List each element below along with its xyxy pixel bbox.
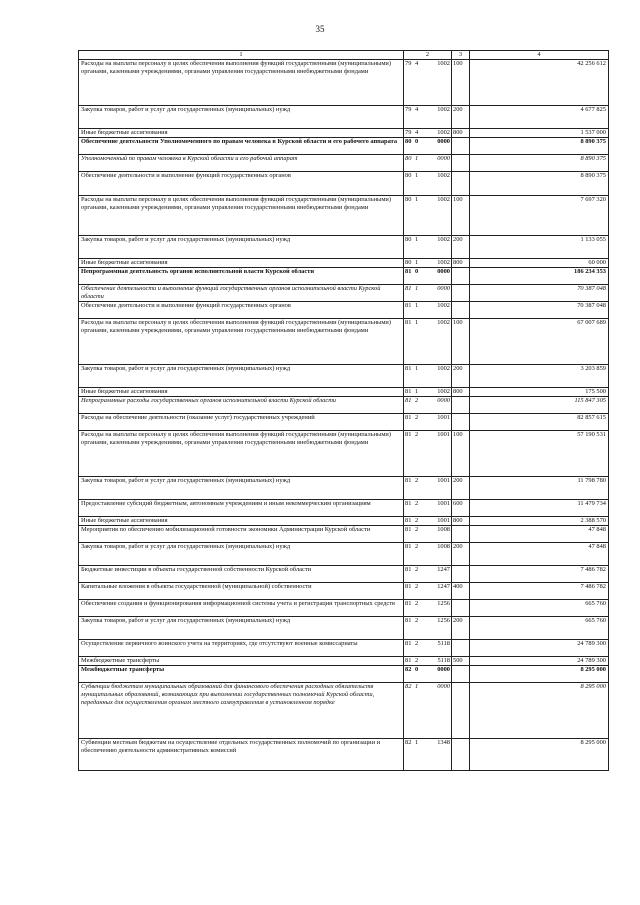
row-code-subprogram: 2 — [414, 500, 422, 517]
row-amount: 7 486 782 — [470, 566, 609, 583]
row-code-subprogram: 1 — [414, 172, 422, 196]
row-expense-type: 200 — [452, 365, 470, 388]
row-code-direction: 0000 — [422, 666, 452, 683]
row-code-subprogram: 2 — [414, 640, 422, 657]
table-row — [79, 60, 609, 106]
row-code-program: 81 — [404, 657, 414, 666]
row-code-program: 81 — [404, 414, 414, 431]
row-code-subprogram: 1 — [414, 319, 422, 365]
row-name: Непрограммные расходы государственных органов исполнительной власти Курской области — [79, 397, 404, 414]
row-code-program: 79 — [404, 60, 414, 106]
row-code-program: 81 — [404, 285, 414, 302]
row-code-direction: 1002 — [422, 388, 452, 397]
row-code-direction: 5118 — [422, 640, 452, 657]
table-row — [79, 583, 609, 600]
row-expense-type — [452, 640, 470, 657]
row-amount: 70 387 048 — [470, 285, 609, 302]
table-row — [79, 285, 609, 302]
row-expense-type — [452, 739, 470, 771]
header-col-2: 2 — [404, 51, 452, 60]
row-expense-type — [452, 526, 470, 543]
table-row — [79, 666, 609, 683]
row-expense-type: 500 — [452, 657, 470, 666]
table-row — [79, 365, 609, 388]
row-amount: 8 295 000 — [470, 683, 609, 739]
row-code-program: 81 — [404, 477, 414, 500]
row-expense-type — [452, 666, 470, 683]
row-amount: 47 848 — [470, 543, 609, 566]
row-code-subprogram: 2 — [414, 477, 422, 500]
row-expense-type: 800 — [452, 388, 470, 397]
row-code-program: 81 — [404, 543, 414, 566]
table-row — [79, 600, 609, 617]
row-code-direction: 1348 — [422, 739, 452, 771]
row-amount: 7 697 320 — [470, 196, 609, 236]
row-name: Непрограммная деятельность органов исполнительной власти Курской области — [79, 268, 404, 285]
table-row — [79, 259, 609, 268]
row-amount: 3 203 859 — [470, 365, 609, 388]
row-code-program: 79 — [404, 106, 414, 129]
row-amount: 47 848 — [470, 526, 609, 543]
row-expense-type: 200 — [452, 617, 470, 640]
row-code-direction: 5118 — [422, 657, 452, 666]
row-code-direction: 1247 — [422, 583, 452, 600]
row-code-program: 81 — [404, 617, 414, 640]
row-code-subprogram: 2 — [414, 517, 422, 526]
row-name: Обеспечение деятельности и выполнение функций государственных органов — [79, 302, 404, 319]
table-row — [79, 268, 609, 285]
row-code-subprogram: 1 — [414, 236, 422, 259]
row-code-program: 80 — [404, 259, 414, 268]
row-code-direction: 1256 — [422, 617, 452, 640]
row-code-program: 81 — [404, 600, 414, 617]
row-expense-type: 200 — [452, 236, 470, 259]
table-row — [79, 543, 609, 566]
row-expense-type — [452, 172, 470, 196]
table-row — [79, 431, 609, 477]
row-code-subprogram: 2 — [414, 600, 422, 617]
table-row — [79, 155, 609, 172]
row-code-subprogram: 2 — [414, 397, 422, 414]
table-row — [79, 500, 609, 517]
row-amount: 11 479 734 — [470, 500, 609, 517]
row-amount: 1 133 055 — [470, 236, 609, 259]
table-row — [79, 106, 609, 129]
row-code-program: 81 — [404, 526, 414, 543]
row-name: Осуществление первичного воинского учета на территориях, где отсутствуют военные комиссариаты — [79, 640, 404, 657]
row-code-subprogram: 2 — [414, 414, 422, 431]
row-amount: 2 388 570 — [470, 517, 609, 526]
row-expense-type: 100 — [452, 60, 470, 106]
row-expense-type: 800 — [452, 259, 470, 268]
row-code-program: 81 — [404, 319, 414, 365]
row-code-program: 81 — [404, 566, 414, 583]
row-code-direction: 0000 — [422, 683, 452, 739]
header-col-3: 3 — [452, 51, 470, 60]
row-name: Расходы на выплаты персоналу в целях обеспечения выполнения функций государственными (муниципальными) органами, казенными учреждениями, органами управления государственными внебюджетными фондами — [79, 319, 404, 365]
row-amount: 42 256 612 — [470, 60, 609, 106]
row-code-subprogram: 1 — [414, 302, 422, 319]
row-name: Расходы на выплаты персоналу в целях обеспечения выполнения функций государственными (муниципальными) органами, казенными учреждениями, органами управления государственными внебюджетными фондами — [79, 60, 404, 106]
row-code-subprogram: 1 — [414, 285, 422, 302]
table-body — [79, 60, 609, 771]
row-code-subprogram: 0 — [414, 666, 422, 683]
table-row — [79, 236, 609, 259]
table-row — [79, 397, 609, 414]
row-name: Закупка товаров, работ и услуг для государственных (муниципальных) нужд — [79, 543, 404, 566]
row-code-program: 80 — [404, 196, 414, 236]
row-code-subprogram: 1 — [414, 739, 422, 771]
row-expense-type: 200 — [452, 106, 470, 129]
row-code-direction: 1002 — [422, 259, 452, 268]
budget-table — [78, 50, 609, 771]
row-code-subprogram: 1 — [414, 259, 422, 268]
row-code-program: 79 — [404, 129, 414, 138]
row-amount: 8 295 000 — [470, 666, 609, 683]
row-code-program: 81 — [404, 583, 414, 600]
row-code-subprogram: 2 — [414, 583, 422, 600]
row-code-subprogram: 2 — [414, 526, 422, 543]
row-name: Закупка товаров, работ и услуг для государственных (муниципальных) нужд — [79, 477, 404, 500]
row-code-program: 81 — [404, 431, 414, 477]
table-header-row — [79, 51, 609, 60]
row-name: Капитальные вложения в объекты государственной (муниципальной) собственности — [79, 583, 404, 600]
row-code-direction: 1001 — [422, 517, 452, 526]
row-expense-type — [452, 397, 470, 414]
row-amount: 175 500 — [470, 388, 609, 397]
row-code-subprogram: 2 — [414, 431, 422, 477]
row-amount: 1 537 000 — [470, 129, 609, 138]
row-amount: 60 000 — [470, 259, 609, 268]
row-name: Бюджетные инвестиции в объекты государственной собственности Курской области — [79, 566, 404, 583]
table-row — [79, 319, 609, 365]
row-expense-type: 200 — [452, 477, 470, 500]
table-row — [79, 196, 609, 236]
header-col-4: 4 — [470, 51, 609, 60]
row-name: Межбюджетные трансферты — [79, 657, 404, 666]
row-name: Закупка товаров, работ и услуг для государственных (муниципальных) нужд — [79, 236, 404, 259]
row-code-direction: 1256 — [422, 600, 452, 617]
row-expense-type — [452, 600, 470, 617]
header-col-1: 1 — [79, 51, 404, 60]
row-code-program: 81 — [404, 388, 414, 397]
row-name: Уполномоченный по правам человека в Курской области и его рабочий аппарат — [79, 155, 404, 172]
table-row — [79, 517, 609, 526]
table-row — [79, 657, 609, 666]
row-code-direction: 0000 — [422, 138, 452, 155]
row-expense-type: 100 — [452, 431, 470, 477]
row-code-direction: 1002 — [422, 302, 452, 319]
row-name: Межбюджетные трансферты — [79, 666, 404, 683]
table-row — [79, 683, 609, 739]
row-amount: 67 007 689 — [470, 319, 609, 365]
row-code-program: 81 — [404, 500, 414, 517]
row-code-subprogram: 1 — [414, 155, 422, 172]
row-code-program: 80 — [404, 138, 414, 155]
row-amount: 8 890 375 — [470, 172, 609, 196]
row-expense-type — [452, 155, 470, 172]
table-row — [79, 640, 609, 657]
row-code-subprogram: 0 — [414, 268, 422, 285]
row-code-subprogram: 4 — [414, 106, 422, 129]
row-code-direction: 1008 — [422, 526, 452, 543]
row-expense-type: 100 — [452, 196, 470, 236]
row-code-direction: 1002 — [422, 60, 452, 106]
row-code-direction: 1001 — [422, 500, 452, 517]
row-name: Иные бюджетные ассигнования — [79, 517, 404, 526]
row-code-direction: 0000 — [422, 397, 452, 414]
table-row — [79, 388, 609, 397]
row-name: Обеспечение деятельности Уполномоченного по правам человека в Курской области и его рабочего аппарата — [79, 138, 404, 155]
row-expense-type: 800 — [452, 517, 470, 526]
row-expense-type — [452, 285, 470, 302]
row-amount: 665 760 — [470, 600, 609, 617]
row-name: Обеспечение создания и функционирования информационной системы учета и регистрации транспортных средств — [79, 600, 404, 617]
row-expense-type — [452, 302, 470, 319]
row-code-program: 81 — [404, 365, 414, 388]
row-code-program: 81 — [404, 268, 414, 285]
row-code-direction: 1002 — [422, 365, 452, 388]
row-amount: 57 190 531 — [470, 431, 609, 477]
row-code-subprogram: 2 — [414, 566, 422, 583]
row-code-direction: 0000 — [422, 285, 452, 302]
row-code-direction: 1001 — [422, 431, 452, 477]
row-name: Расходы на обеспечение деятельности (оказание услуг) государственных учреждений — [79, 414, 404, 431]
table-row — [79, 526, 609, 543]
table-row — [79, 477, 609, 500]
row-code-program: 81 — [404, 517, 414, 526]
row-amount: 115 847 305 — [470, 397, 609, 414]
row-amount: 7 486 782 — [470, 583, 609, 600]
row-code-program: 81 — [404, 302, 414, 319]
row-code-direction: 1008 — [422, 543, 452, 566]
row-code-direction: 1002 — [422, 106, 452, 129]
row-code-direction: 1001 — [422, 477, 452, 500]
row-amount: 186 234 353 — [470, 268, 609, 285]
row-amount: 8 890 375 — [470, 155, 609, 172]
row-code-subprogram: 1 — [414, 196, 422, 236]
row-code-program: 80 — [404, 155, 414, 172]
table-row — [79, 138, 609, 155]
row-name: Закупка товаров, работ и услуг для государственных (муниципальных) нужд — [79, 365, 404, 388]
row-code-program: 80 — [404, 236, 414, 259]
row-code-subprogram: 2 — [414, 617, 422, 640]
row-code-direction: 1001 — [422, 414, 452, 431]
table-row — [79, 302, 609, 319]
table-row — [79, 739, 609, 771]
row-amount: 24 789 300 — [470, 657, 609, 666]
row-expense-type — [452, 683, 470, 739]
row-expense-type — [452, 566, 470, 583]
row-code-subprogram: 1 — [414, 365, 422, 388]
row-code-direction: 1247 — [422, 566, 452, 583]
row-name: Иные бюджетные ассигнования — [79, 129, 404, 138]
table-row — [79, 566, 609, 583]
row-name: Закупка товаров, работ и услуг для государственных (муниципальных) нужд — [79, 617, 404, 640]
row-expense-type — [452, 268, 470, 285]
row-code-subprogram: 1 — [414, 683, 422, 739]
row-expense-type: 600 — [452, 500, 470, 517]
row-code-direction: 1002 — [422, 196, 452, 236]
row-code-subprogram: 2 — [414, 543, 422, 566]
row-name: Иные бюджетные ассигнования — [79, 388, 404, 397]
row-expense-type: 400 — [452, 583, 470, 600]
row-name: Субвенции бюджетам муниципальных образований для финансового обеспечения расходных обязательств муниципальных образований, возникающих при выполнении государственных полномочий Курской области, переданных для осуществления органам местного самоуправления в установленном порядке — [79, 683, 404, 739]
row-expense-type — [452, 138, 470, 155]
page-number: 35 — [315, 24, 325, 34]
table-row — [79, 617, 609, 640]
row-name: Обеспечение деятельности и выполнение функций государственных органов — [79, 172, 404, 196]
row-code-direction: 1002 — [422, 319, 452, 365]
row-code-subprogram: 0 — [414, 138, 422, 155]
row-code-program: 81 — [404, 397, 414, 414]
row-amount: 70 387 048 — [470, 302, 609, 319]
row-name: Предоставление субсидий бюджетным, автономным учреждениям и иным некоммерческим организациям — [79, 500, 404, 517]
row-amount: 82 857 615 — [470, 414, 609, 431]
row-expense-type: 800 — [452, 129, 470, 138]
row-code-subprogram: 4 — [414, 60, 422, 106]
row-amount: 4 677 825 — [470, 106, 609, 129]
row-expense-type: 100 — [452, 319, 470, 365]
row-expense-type — [452, 414, 470, 431]
row-amount: 24 789 300 — [470, 640, 609, 657]
table-row — [79, 129, 609, 138]
row-name: Закупка товаров, работ и услуг для государственных (муниципальных) нужд — [79, 106, 404, 129]
row-code-program: 81 — [404, 640, 414, 657]
row-code-program: 82 — [404, 666, 414, 683]
row-code-direction: 1002 — [422, 129, 452, 138]
table-row — [79, 414, 609, 431]
row-amount: 8 295 000 — [470, 739, 609, 771]
row-name: Обеспечение деятельности и выполнение функций государственных органов исполнительной власти Курской области — [79, 285, 404, 302]
row-code-direction: 0000 — [422, 155, 452, 172]
row-code-direction: 0000 — [422, 268, 452, 285]
table-row — [79, 172, 609, 196]
row-name: Иные бюджетные ассигнования — [79, 259, 404, 268]
row-code-direction: 1002 — [422, 172, 452, 196]
row-name: Расходы на выплаты персоналу в целях обеспечения выполнения функций государственными (муниципальными) органами, казенными учреждениями, органами управления государственными внебюджетными фондами — [79, 196, 404, 236]
row-name: Субвенции местным бюджетам на осуществление отдельных государственных полномочий по организации и обеспечению деятельности административных комиссий — [79, 739, 404, 771]
row-code-program: 80 — [404, 172, 414, 196]
row-code-subprogram: 2 — [414, 657, 422, 666]
row-amount: 665 760 — [470, 617, 609, 640]
row-amount: 11 798 780 — [470, 477, 609, 500]
row-amount: 8 890 375 — [470, 138, 609, 155]
row-code-program: 82 — [404, 683, 414, 739]
row-name: Мероприятия по обеспечению мобилизационной готовности экономики Администрации Курской области — [79, 526, 404, 543]
row-code-subprogram: 4 — [414, 129, 422, 138]
row-name: Расходы на выплаты персоналу в целях обеспечения выполнения функций государственными (муниципальными) органами, казенными учреждениями, органами управления государственными внебюджетными фондами — [79, 431, 404, 477]
row-code-subprogram: 1 — [414, 388, 422, 397]
row-code-direction: 1002 — [422, 236, 452, 259]
row-code-program: 82 — [404, 739, 414, 771]
row-expense-type: 200 — [452, 543, 470, 566]
